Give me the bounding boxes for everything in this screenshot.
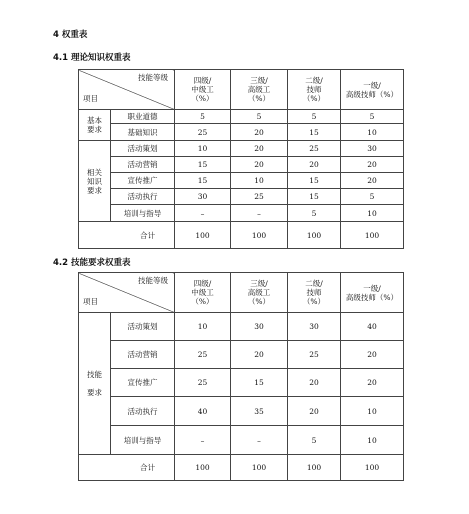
cell-value: 20 xyxy=(341,369,404,397)
header-level-2: 二级/ 技师 （%） xyxy=(288,70,341,110)
cell-value: 5 xyxy=(175,110,231,124)
header-level-4: 四级/ 中级工 （%） xyxy=(175,70,231,110)
table-row xyxy=(79,341,404,369)
table-row xyxy=(79,157,404,173)
row-label: 宣传推广 xyxy=(111,173,175,189)
total-label: 合计 xyxy=(79,222,175,249)
cell-value: 100 xyxy=(288,222,341,249)
cell-value: 10 xyxy=(341,205,404,222)
section-heading: 4 权重表 xyxy=(53,30,88,40)
cell-value: 20 xyxy=(231,124,288,141)
table-row xyxy=(79,110,404,124)
skill-level-label: 技能等级 xyxy=(138,73,168,82)
row-label: 活动策划 xyxy=(111,313,175,341)
cell-value: 15 xyxy=(288,189,341,205)
cell-value: 20 xyxy=(288,157,341,173)
cell-value: 20 xyxy=(341,341,404,369)
cell-value: 25 xyxy=(231,189,288,205)
header-level-4: 四级/ 中级工 （%） xyxy=(175,273,231,313)
related-knowledge-group: 相关 知识 要求 xyxy=(79,141,111,222)
row-label: 活动营销 xyxy=(111,341,175,369)
knowledge-weight-heading: 4.1 理论知识权重表 xyxy=(53,53,131,63)
table-header-row xyxy=(79,70,404,110)
total-label: 合计 xyxy=(79,455,175,481)
table-row xyxy=(79,141,404,157)
cell-value: – xyxy=(231,426,288,455)
cell-value: 20 xyxy=(288,397,341,426)
cell-value: 40 xyxy=(341,313,404,341)
header-level-1: 一级/ 高级技师（%） xyxy=(341,70,404,110)
cell-value: 35 xyxy=(231,397,288,426)
cell-value: 25 xyxy=(288,141,341,157)
cell-value: 10 xyxy=(231,173,288,189)
cell-value: 30 xyxy=(341,141,404,157)
cell-value: 15 xyxy=(231,369,288,397)
cell-value: 100 xyxy=(341,222,404,249)
cell-value: – xyxy=(175,205,231,222)
skill-weight-heading: 4.2 技能要求权重表 xyxy=(53,258,131,268)
header-corner-cell xyxy=(79,273,175,313)
table-row xyxy=(79,189,404,205)
cell-value: 20 xyxy=(341,173,404,189)
cell-value: 25 xyxy=(288,341,341,369)
cell-value: 100 xyxy=(231,455,288,481)
cell-value: 5 xyxy=(288,426,341,455)
total-row xyxy=(79,222,404,249)
cell-value: – xyxy=(175,426,231,455)
skill-level-label: 技能等级 xyxy=(138,276,168,285)
cell-value: 15 xyxy=(288,173,341,189)
item-label: 项目 xyxy=(83,297,98,306)
cell-value: 20 xyxy=(231,141,288,157)
header-level-2: 二级/ 技师 （%） xyxy=(288,273,341,313)
cell-value: 5 xyxy=(341,110,404,124)
cell-value: 100 xyxy=(288,455,341,481)
cell-value: 20 xyxy=(231,157,288,173)
basic-requirements-group: 基本 要求 xyxy=(79,110,111,141)
table-header-row xyxy=(79,273,404,313)
cell-value: 40 xyxy=(175,397,231,426)
cell-value: 100 xyxy=(175,455,231,481)
cell-value: 30 xyxy=(231,313,288,341)
cell-value: 20 xyxy=(288,369,341,397)
cell-value: 5 xyxy=(231,110,288,124)
knowledge-weight-table xyxy=(78,69,404,249)
cell-value: 5 xyxy=(288,110,341,124)
row-label: 活动执行 xyxy=(111,189,175,205)
row-label: 基础知识 xyxy=(111,124,175,141)
row-label: 培训与指导 xyxy=(111,426,175,455)
cell-value: – xyxy=(231,205,288,222)
table-row xyxy=(79,205,404,222)
table-row xyxy=(79,397,404,426)
cell-value: 10 xyxy=(341,397,404,426)
row-label: 职业道德 xyxy=(111,110,175,124)
cell-value: 20 xyxy=(341,157,404,173)
cell-value: 10 xyxy=(175,313,231,341)
header-level-1: 一级/ 高级技师（%） xyxy=(341,273,404,313)
cell-value: 10 xyxy=(341,426,404,455)
cell-value: 30 xyxy=(175,189,231,205)
cell-value: 5 xyxy=(288,205,341,222)
table-row xyxy=(79,173,404,189)
total-row xyxy=(79,455,404,481)
table-row xyxy=(79,369,404,397)
cell-value: 15 xyxy=(288,124,341,141)
cell-value: 5 xyxy=(341,189,404,205)
row-label: 培训与指导 xyxy=(111,205,175,222)
header-level-3: 三级/ 高级工 （%） xyxy=(231,273,288,313)
cell-value: 15 xyxy=(175,157,231,173)
cell-value: 30 xyxy=(288,313,341,341)
cell-value: 25 xyxy=(175,341,231,369)
cell-value: 10 xyxy=(175,141,231,157)
cell-value: 25 xyxy=(175,369,231,397)
item-label: 项目 xyxy=(83,94,98,103)
cell-value: 10 xyxy=(341,124,404,141)
row-label: 宣传推广 xyxy=(111,369,175,397)
table-row xyxy=(79,426,404,455)
table-row xyxy=(79,124,404,141)
cell-value: 20 xyxy=(231,341,288,369)
skill-requirements-group: 技能 要求 xyxy=(79,313,111,455)
table-row xyxy=(79,313,404,341)
header-level-3: 三级/ 高级工 （%） xyxy=(231,70,288,110)
cell-value: 100 xyxy=(231,222,288,249)
row-label: 活动策划 xyxy=(111,141,175,157)
cell-value: 25 xyxy=(175,124,231,141)
skill-weight-table xyxy=(78,272,404,481)
cell-value: 15 xyxy=(175,173,231,189)
row-label: 活动营销 xyxy=(111,157,175,173)
header-corner-cell xyxy=(79,70,175,110)
cell-value: 100 xyxy=(341,455,404,481)
row-label: 活动执行 xyxy=(111,397,175,426)
cell-value: 100 xyxy=(175,222,231,249)
